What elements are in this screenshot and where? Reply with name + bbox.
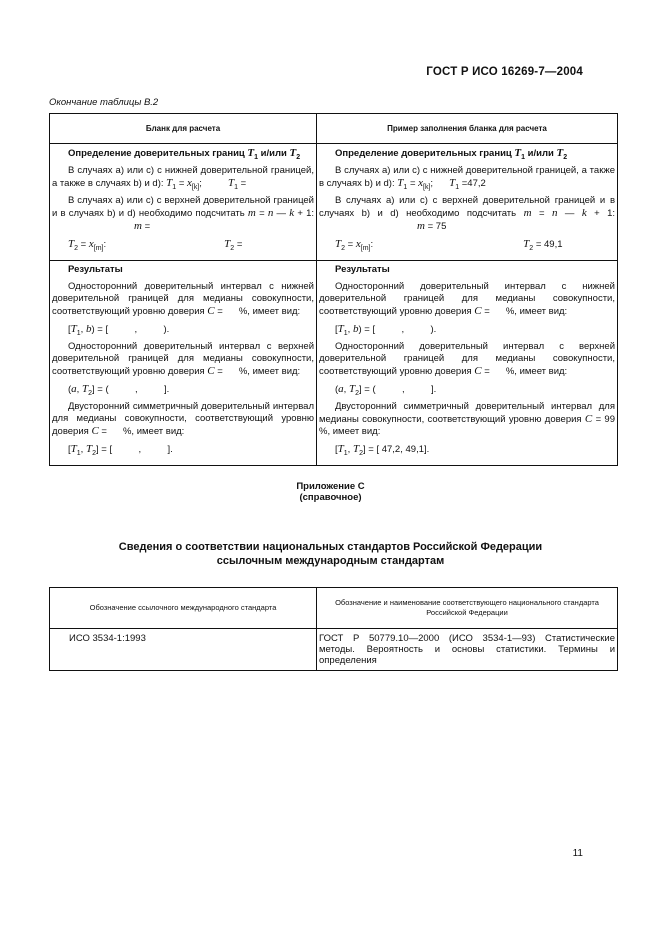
result-lower-interval: [$T_1$, b) = [ , ). <box>68 323 170 337</box>
annex-title: Приложение С <box>296 481 365 492</box>
table-row <box>50 629 618 671</box>
lower-bound-paragraph: В случаях а) или с) с нижней доверительной границей, а также в случаях b) и d): $T_1 = x_{[k]}$; $T_1 =47,2$ <box>319 165 615 191</box>
calculation-form-table <box>49 113 618 466</box>
table-caption: Окончание таблицы B.2 <box>49 97 159 108</box>
result-upper-interval: (a, $T_2$] = ( , ]. <box>335 383 437 397</box>
result-lower-interval: [$T_1$, b) = [ , ). <box>335 323 437 337</box>
document-header: ГОСТ Р ИСО 16269-7—2004 <box>426 66 583 78</box>
section-title: Определение доверительных границ $T_1$ и/или $T_2$ <box>68 147 301 161</box>
table-row <box>50 261 618 466</box>
section-title: Определение доверительных границ $T_1$ и/или $T_2$ <box>335 147 568 161</box>
lower-bound-paragraph: В случаях а) или с) с нижней доверительной границей, а также в случаях b) и d): $T_1 = x_{[k]}$; $T_1$ = <box>52 165 314 191</box>
table-header-row <box>50 588 618 629</box>
blank-cell-bounds <box>50 144 317 261</box>
national-standard-cell: ГОСТ Р 50779.10—2000 (ИСО 3534-1—93) Статистические методы. Вероятность и основы статистики. Термины и определения <box>317 629 618 671</box>
result-upper-interval: (a, $T_2$] = ( , ]. <box>68 383 170 397</box>
result-two-sided-interval: [$T_1$, $T_2$] = [ 47,2, 49,1]. <box>335 443 430 457</box>
results-title: Результаты <box>68 264 123 275</box>
result-upper-text: Односторонний доверительный интервал с верхней доверительной границей для медианы совокупности, соответствующий уровню доверия C = %, имеет вид: <box>319 341 615 377</box>
t2-formula-line: $T_2 = x_{[m]}$: $T_2 = 49,1$ <box>335 238 563 252</box>
upper-bound-paragraph: В случаях а) или с) с верхней доверительной границей и в случаях b) и d) необходимо подсчитать m = n — k + 1:m = <box>52 195 315 232</box>
result-lower-text: Односторонний доверительный интервал с нижней доверительной границей для медианы совокупности, соответствующий уровню доверия C = %, имеет вид: <box>52 281 314 317</box>
table-row <box>50 144 618 261</box>
result-lower-text: Односторонний доверительный интервал с нижней доверительной границей для медианы совокупности, соответствующий уровню доверия C = %, имеет вид: <box>319 281 615 317</box>
result-upper-text: Односторонний доверительный интервал с верхней доверительной границей для медианы совокупности, соответствующий уровню доверия C = %, имеет вид: <box>52 341 314 377</box>
annex-note: (справочное) <box>299 492 362 503</box>
example-cell-bounds <box>317 144 618 261</box>
section-title-line2: ссылочным международным стандартам <box>216 555 445 567</box>
column-header-national: Обозначение и наименование соответствующего национального стандарта Российской Федерации <box>317 588 618 629</box>
result-two-sided-text: Двусторонний симметричный доверительный интервал для медианы совокупности, соответствующий уровню доверия C = 99 %, имеет вид: <box>319 401 615 437</box>
result-two-sided-text: Двусторонний симметричный доверительный интервал для медианы совокупности, соответствующий уровню доверия C = %, имеет вид: <box>52 401 314 437</box>
intl-standard-cell: ИСО 3534-1:1993 <box>50 629 317 671</box>
section-title <box>0 540 661 568</box>
annex-heading <box>0 481 661 503</box>
table-header-row <box>50 114 618 144</box>
section-title-line1: Сведения о соответствии национальных стандартов Российской Федерации <box>118 541 543 553</box>
page-number: 11 <box>572 848 583 859</box>
results-title: Результаты <box>335 264 390 275</box>
t2-formula-line: $T_2 = x_{[m]}$: $T_2$ = <box>68 238 243 252</box>
column-header-blank: Бланк для расчета <box>50 114 317 144</box>
blank-cell-results <box>50 261 317 466</box>
standards-correspondence-table <box>49 587 618 671</box>
column-header-international: Обозначение ссылочного международного стандарта <box>50 588 317 629</box>
column-header-example: Пример заполнения бланка для расчета <box>317 114 618 144</box>
result-two-sided-interval: [$T_1$, $T_2$] = [ , ]. <box>68 443 173 457</box>
example-cell-results <box>317 261 618 466</box>
upper-bound-paragraph: В случаях а) или с) с верхней доверительной границей и в случаях b) и d) необходимо подсчитать m = n — k + 1:m = 75 <box>319 195 616 232</box>
